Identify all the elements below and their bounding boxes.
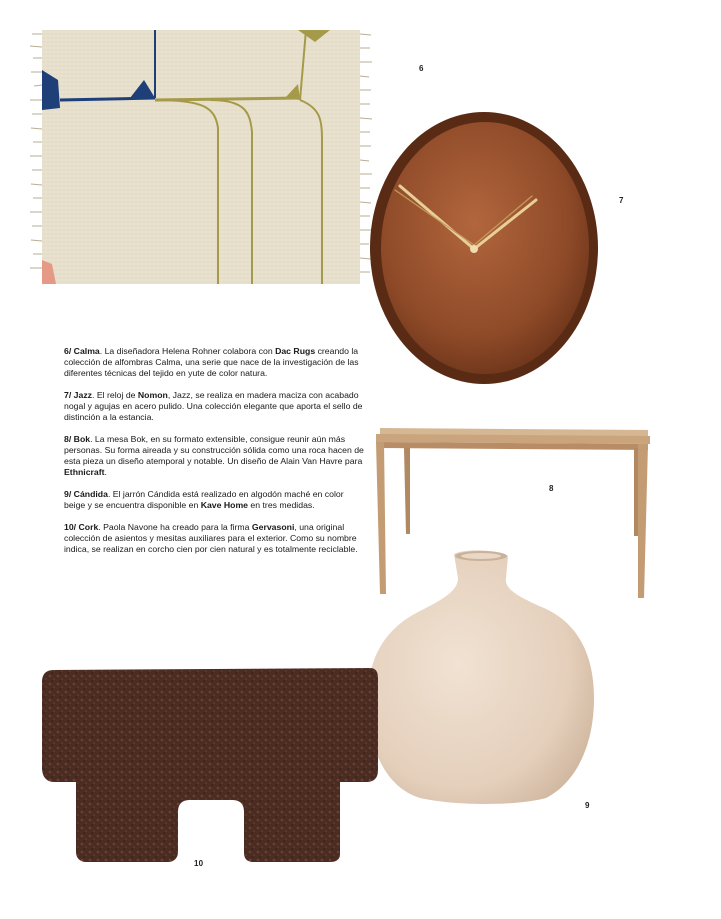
product-description-bok <box>64 434 364 478</box>
description-text: . El jarrón Cándida está realizado en algodón maché en color beige y se encuentra disponible en <box>64 489 344 510</box>
description-text: , Jazz, se realiza en madera maciza con acabado nogal y agujas en acero pulido. Una colección elegante que aporta el sello de distinción a la estancia. <box>64 390 363 422</box>
product-description-jazz <box>64 390 364 423</box>
description-text: , una original colección de asientos y mesitas auxiliares para el exterior. Como su nombre indica, se realizan en corcho cien por cien natural y es totalmente reciclable. <box>64 522 358 554</box>
item-number: 8/ <box>64 434 72 444</box>
description-text: . <box>104 467 107 477</box>
vase-image <box>366 548 600 806</box>
figure-number-8: 8 <box>549 484 554 493</box>
rug-image <box>30 28 372 290</box>
description-text: . La mesa Bok, en su formato extensible, consigue reunir aún más personas. Su forma aireada y su construcción sólida como una roca hacen de esta pieza un diseño atemporal y notable. Un diseño de Alain Van Havre para <box>64 434 364 466</box>
figure-number-7: 7 <box>619 196 624 205</box>
product-name: Bok <box>73 434 91 444</box>
description-text: . El reloj de <box>92 390 138 400</box>
item-number: 7/ <box>64 390 72 400</box>
brand-name: Ethnicraft <box>64 467 105 477</box>
product-name: Calma <box>73 346 100 356</box>
item-number: 9/ <box>64 489 72 499</box>
product-name: Cándida <box>73 489 108 499</box>
article-text <box>64 346 364 566</box>
brand-name: Kave Home <box>200 500 249 510</box>
brand-name: Gervasoni <box>251 522 295 532</box>
product-description-cork <box>64 522 364 555</box>
brand-name: Nomon <box>137 390 168 400</box>
product-name: Jazz <box>73 390 93 400</box>
description-text: creando la colección de alfombras Calma, una serie que nace de la investigación de las diferentes técnicas del tejido en yute de color natura. <box>64 346 359 378</box>
figure-number-10: 10 <box>194 859 204 868</box>
description-text: . Paola Navone ha creado para la firma <box>98 522 252 532</box>
description-text: . La diseñadora Helena Rohner colabora con <box>99 346 276 356</box>
description-text: en tres medidas. <box>248 500 315 510</box>
figure-number-9: 9 <box>585 801 590 810</box>
figure-number-6: 6 <box>419 64 424 73</box>
product-description-candida <box>64 489 364 511</box>
wall-clock-image <box>370 110 602 386</box>
product-name: Cork <box>78 522 99 532</box>
product-description-calma <box>64 346 364 379</box>
item-number: 10/ <box>64 522 77 532</box>
item-number: 6/ <box>64 346 72 356</box>
cork-bench-image <box>40 666 380 864</box>
brand-name: Dac Rugs <box>275 346 316 356</box>
